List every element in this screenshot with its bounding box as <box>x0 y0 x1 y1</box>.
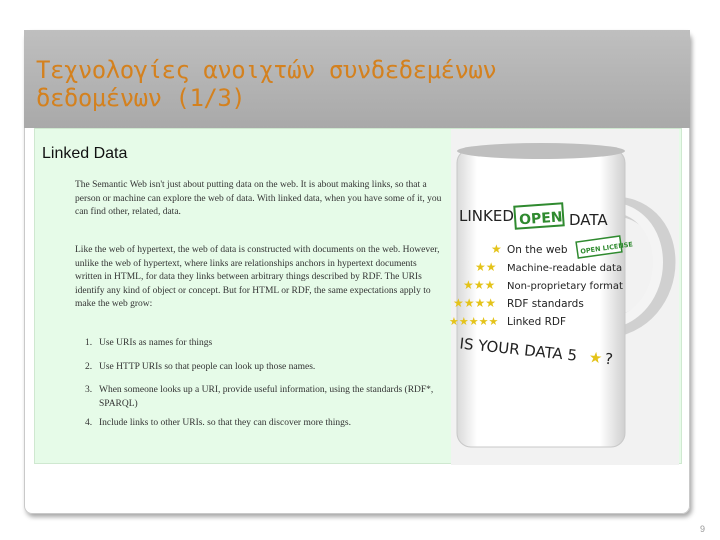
mug-data-text: DATA <box>569 211 608 229</box>
content-image <box>34 128 682 464</box>
list-item-text: When someone looks up a URI, provide useful information, using the standards (RDF*, SPARQL) <box>99 385 434 409</box>
list-item-text: Include links to other URIs. so that they can discover more things. <box>99 418 351 429</box>
list-item <box>85 337 445 351</box>
list-item-text: Use URIs as names for things <box>99 338 213 348</box>
list-item <box>85 417 445 431</box>
mug-open-text: OPEN <box>518 209 564 229</box>
list-item <box>85 361 445 375</box>
paragraph-web-of-data: Like the web of hypertext, the web of data is constructed with documents on the web. However, unlike the web of hypertext, where links are relationships anchors in hypertext documents written in HTML, for data they links between arbitrary things described by RDF. The URIs identify any kind of object or concept. But for HTML or RDF, the same expectations apply to make the web grow: <box>75 245 440 310</box>
paragraph-semantic-web: The Semantic Web isn't just about putting data on the web. It is about making links, so that a person or machine can explore the web of data. With linked data, when you have some of it, you can find other, related, data. <box>75 180 442 218</box>
level-label: RDF standards <box>507 298 584 310</box>
linked-open-data-mug <box>451 129 679 465</box>
page-number: 9 <box>700 524 706 534</box>
list-item-text: Use HTTP URIs so that people can look up those names. <box>99 361 316 372</box>
mug-linked-text: LINKED <box>459 207 514 225</box>
list-item-number: 3. <box>85 385 93 396</box>
linked-data-heading: Linked Data <box>42 145 128 162</box>
mug-rim <box>457 143 625 159</box>
list-item <box>85 384 445 411</box>
level-label: Non-proprietary format <box>507 281 623 292</box>
list-item-number: 1. <box>85 338 93 348</box>
slide-title-line-2: δεδομένων (1/3) <box>36 84 246 112</box>
star-icon: ★★ <box>475 260 497 274</box>
mug-footer-text: IS YOUR DATA 5 <box>458 334 578 365</box>
level-label: Linked RDF <box>507 316 567 328</box>
open-license-text: OPEN LICENSE <box>579 240 634 256</box>
star-icon: ★ <box>491 242 502 256</box>
star-icon: ★★★★ <box>453 296 497 310</box>
rules-list <box>85 337 445 441</box>
slide-frame <box>24 30 706 534</box>
level-label: Machine-readable data <box>507 263 623 274</box>
list-item-number: 4. <box>85 418 93 429</box>
level-label: On the web <box>507 244 568 256</box>
slide-title-line-1: Τεχνολογίες ανοιχτών συνδεδεμένων <box>36 56 497 84</box>
mug-footer-question: ? <box>603 349 614 369</box>
title-band <box>24 30 690 128</box>
list-item-number: 2. <box>85 361 93 372</box>
star-icon: ★★★★★ <box>449 315 499 328</box>
slide-title <box>36 56 496 112</box>
star-icon: ★ <box>588 348 604 368</box>
star-icon: ★★★ <box>463 278 496 292</box>
